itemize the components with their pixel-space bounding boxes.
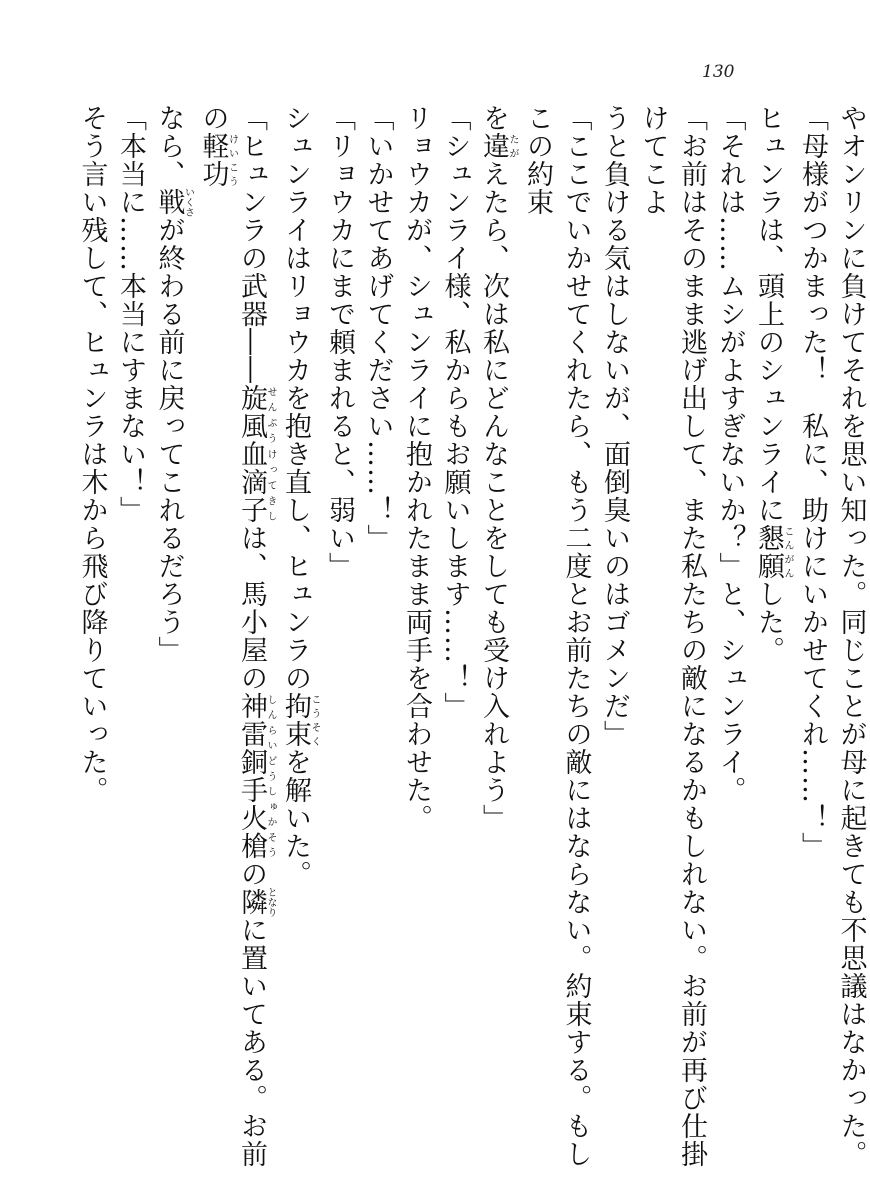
furigana: しんらいどうしゅかそう: [265, 692, 276, 860]
text-line: [793, 104, 832, 1184]
text-line: [72, 104, 111, 1184]
text-line: [474, 104, 518, 1184]
text-line: [111, 104, 150, 1184]
text-segment: が終わる前に戻ってこれるだろう」: [153, 216, 185, 664]
ruby-annotation: [280, 692, 320, 748]
text-segment: は、馬小屋の: [236, 524, 267, 692]
text-segment: 「本当に……本当にすまない！」: [115, 104, 146, 524]
text-segment: 「ヒュンラの武器――: [236, 104, 267, 384]
furigana: となり: [265, 887, 276, 917]
text-segment: 「シュンライ様、私からもお願いします……！」: [439, 104, 471, 720]
body-text: [72, 104, 867, 1184]
ruby-annotation: [753, 524, 793, 580]
text-segment: なら、: [153, 104, 185, 188]
text-segment: した。: [753, 580, 784, 664]
text-segment: シュンライはリョウカを抱き直し、ヒュンラの: [280, 104, 311, 692]
furigana: たが: [507, 132, 518, 160]
text-line: [595, 104, 634, 1184]
ruby-annotation: [478, 132, 518, 160]
text-line: [518, 104, 595, 1184]
text-segment: ヒュンラは、頭上のシュンライに: [753, 104, 784, 524]
text-line: [358, 104, 397, 1184]
ruby-annotation: [153, 187, 194, 217]
vertical-text-column: [72, 104, 870, 1184]
text-line: [397, 104, 436, 1184]
ruby-base: 戦: [153, 187, 185, 217]
ruby-annotation: [236, 384, 276, 524]
text-segment: を解いた。: [280, 748, 311, 888]
text-line: [149, 104, 193, 1184]
ruby-base: 軽功: [197, 132, 229, 188]
ruby-base: 旋風血滴子: [236, 384, 267, 524]
ruby-base: 違: [478, 132, 509, 160]
text-line: [710, 104, 749, 1184]
text-segment: を: [478, 104, 509, 132]
text-line: [435, 104, 474, 1184]
text-segment: えたら、次は私にどんなことをしても受け入れよう」: [478, 160, 509, 832]
furigana: いくさ: [182, 187, 194, 217]
text-segment: 「それは……ムシがよすぎないか？」と、シュンライ。: [714, 104, 746, 804]
text-segment: に置いてある。お前の: [197, 104, 267, 1168]
text-segment: 「母様がつかまった！ 私に、助けにいかせてくれ……！」: [797, 104, 828, 860]
text-segment: うと負ける気はしないが、面倒臭いのはゴメンだ」: [599, 104, 630, 748]
text-segment: やオンリンに負けてそれを思い知った。同じことが母に起きても不思議はなかった。: [835, 104, 867, 1168]
text-segment: 「お前はそのまま逃げ出して、また私たちの敵になるかもしれない。お前が再び仕掛けてこよ: [637, 104, 707, 1168]
ruby-annotation: [236, 692, 276, 860]
furigana: せんぷうけってきし: [265, 384, 276, 524]
furigana: けいこう: [226, 132, 238, 188]
ruby-annotation: [236, 887, 276, 917]
furigana: こんがん: [782, 524, 793, 580]
ruby-base: 神雷銅手火槍: [236, 692, 267, 860]
ruby-base: 懇願: [753, 524, 784, 580]
text-line: [320, 104, 359, 1184]
ruby-base: 隣: [236, 887, 267, 917]
text-line: [193, 104, 276, 1184]
text-segment: の: [236, 860, 267, 888]
text-line: [831, 104, 870, 1184]
page-number: 130: [702, 62, 735, 82]
text-line: [749, 104, 793, 1184]
text-segment: リョウカが、シュンライに抱かれたまま両手を合わせた。: [401, 104, 432, 832]
text-segment: 「いかせてあげてください……！」: [362, 104, 394, 552]
text-line: [276, 104, 320, 1184]
ruby-base: 拘束: [280, 692, 311, 748]
text-segment: 「リョウカにまで頼まれると、弱い」: [324, 104, 355, 580]
text-segment: そう言い残して、ヒュンラは木から飛び降りていった。: [76, 104, 108, 804]
ruby-annotation: [197, 132, 238, 188]
furigana: こうそく: [309, 692, 320, 748]
text-line: [633, 104, 710, 1184]
text-segment: 「ここでいかせてくれたら、もう二度とお前たちの敵にはならない。約束する。もしこの約束: [522, 104, 592, 1168]
